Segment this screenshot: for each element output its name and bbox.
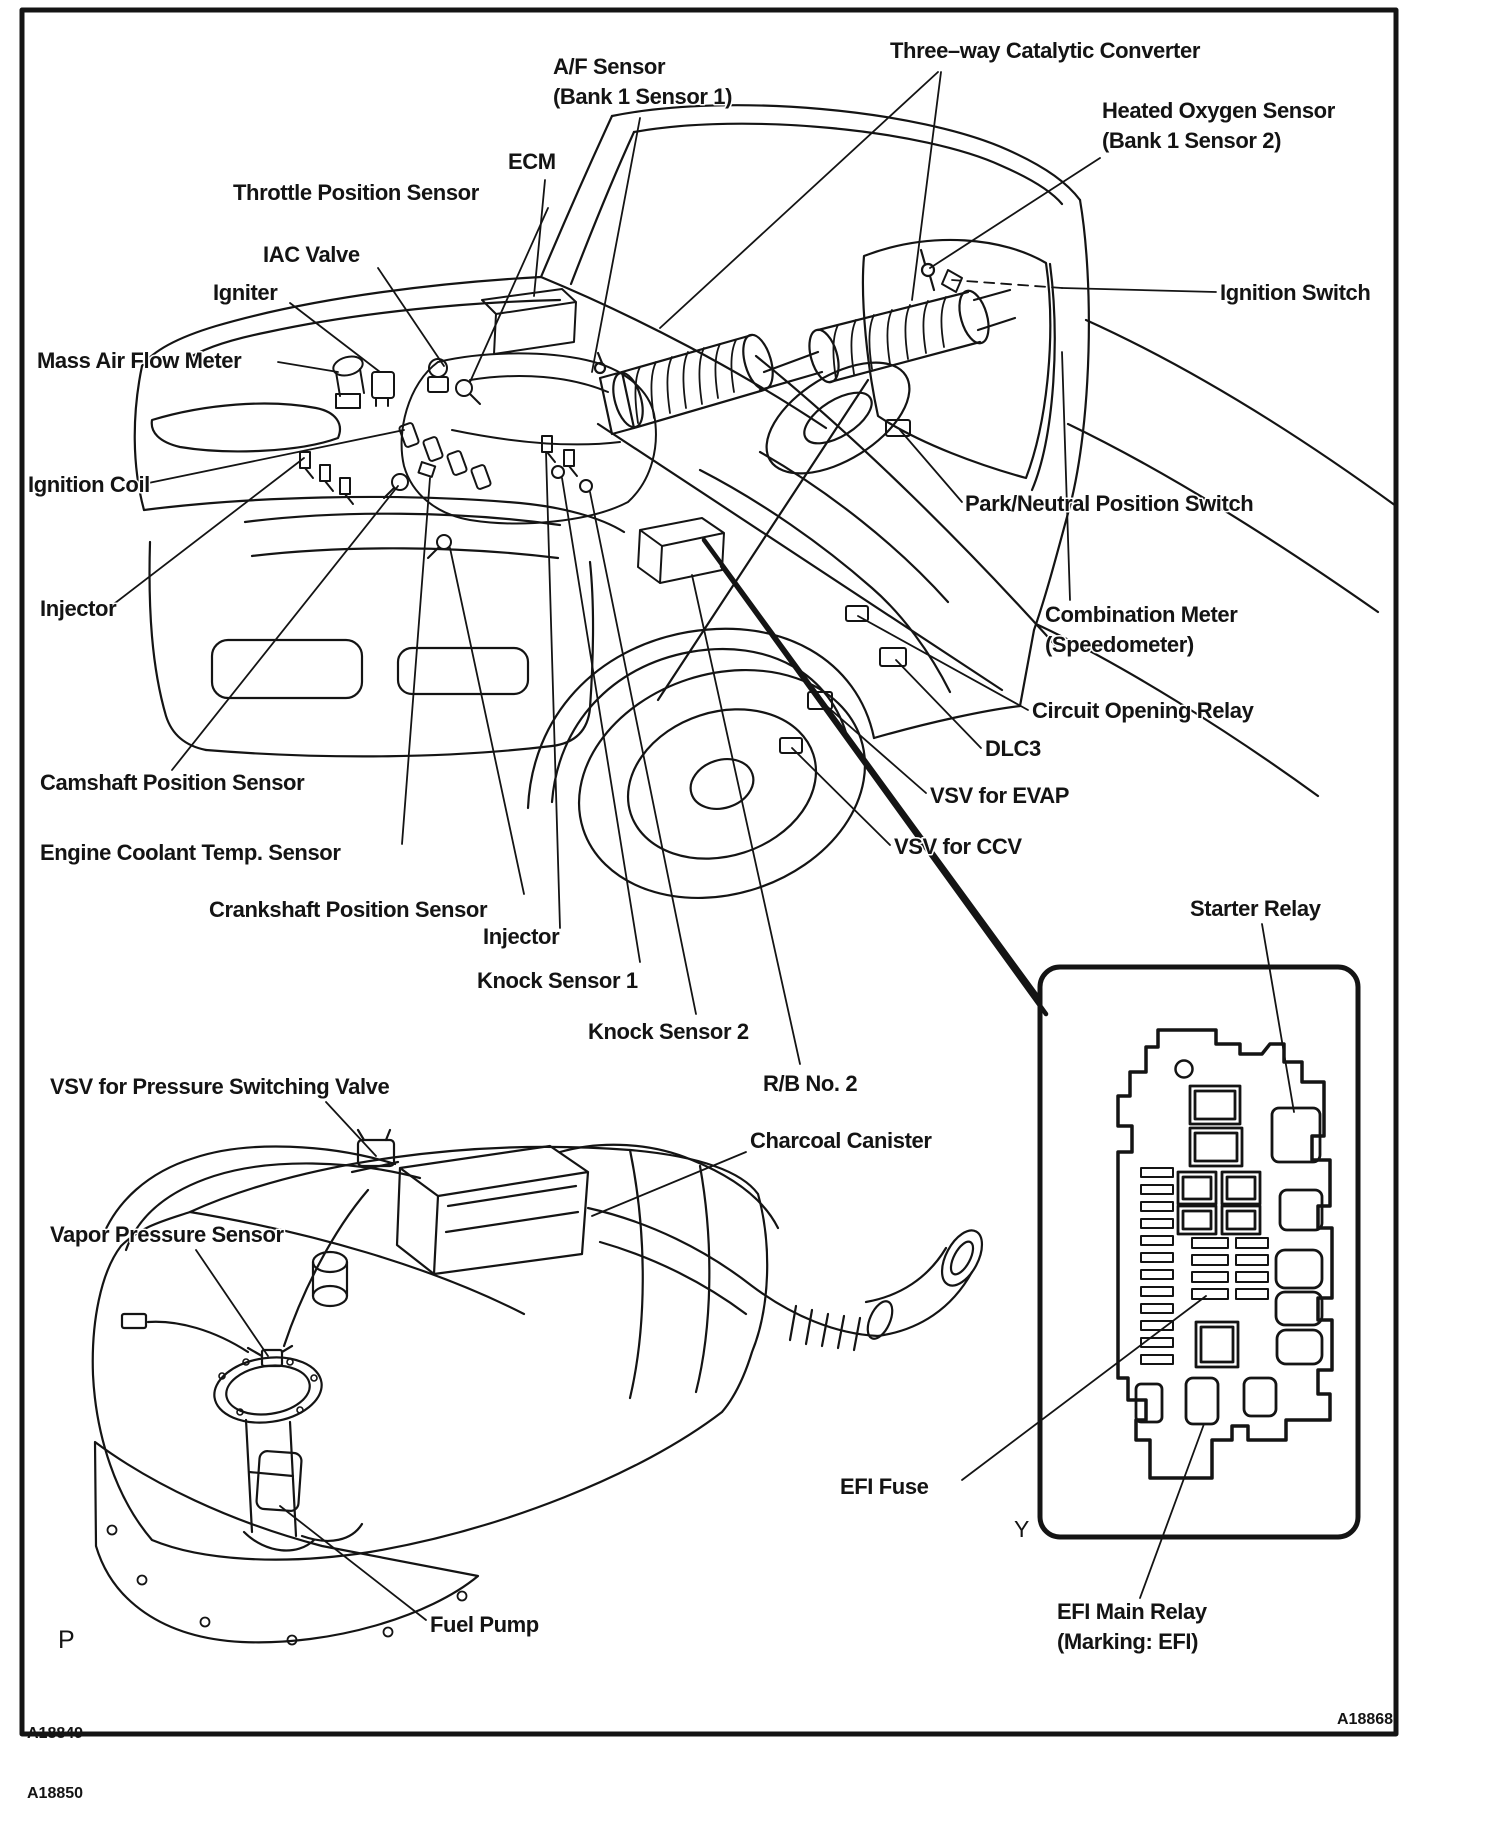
label-mass-air-flow-meter: Mass Air Flow Meter: [37, 348, 242, 373]
leader-igniter: [290, 303, 380, 372]
label-efi-main-relay: EFI Main Relay (Marking: EFI): [1057, 1599, 1207, 1654]
label-rb-no-2: R/B No. 2: [763, 1071, 858, 1096]
leader-af-sensor: [592, 118, 640, 372]
view-letter-p: P: [58, 1626, 75, 1654]
pump-harness: [148, 1322, 248, 1352]
leader-fuel-pump: [280, 1506, 426, 1620]
label-dlc3: DLC3: [985, 736, 1041, 761]
bed-line-1: [1086, 320, 1396, 506]
figure-code-a18849: A18849: [27, 1725, 84, 1742]
a-pillar-inner: [571, 132, 634, 284]
headlight: [152, 404, 340, 452]
windshield-base: [541, 277, 826, 428]
tps-stem: [470, 394, 480, 404]
filler-pipe-1: [588, 1208, 878, 1336]
leader-efi-fuse: [962, 1296, 1206, 1480]
engine-bay-parts: [300, 270, 962, 753]
front-wheel-hub: [684, 751, 760, 816]
front-converter-end-right: [738, 332, 778, 393]
label-injector-rear: Injector: [483, 924, 560, 949]
harness-connector: [122, 1314, 146, 1328]
label-ignition-coil: Ignition Coil: [28, 472, 150, 497]
leader-circuit-opening-relay: [858, 616, 1028, 710]
bumper-bottom: [206, 708, 590, 756]
ignition-coil-parts: [399, 422, 492, 489]
label-af-sensor: A/F Sensor (Bank 1 Sensor 1): [553, 54, 733, 109]
ecm-box: [482, 289, 576, 354]
label-starter-relay: Starter Relay: [1190, 896, 1321, 921]
view-letter-y: Y: [1014, 1516, 1030, 1542]
label-ecm: ECM: [508, 149, 556, 174]
iac-valve-body: [428, 377, 448, 392]
filler-bellows-ribs: [790, 1306, 860, 1350]
label-vapor-pressure-sensor: Vapor Pressure Sensor: [50, 1222, 284, 1247]
fuse-comb-row: [1141, 1168, 1173, 1364]
roof-line: [612, 105, 1080, 200]
label-fuel-pump: Fuel Pump: [430, 1612, 539, 1637]
tank-crease-2: [630, 1150, 643, 1398]
figure-border: [22, 10, 1396, 1734]
igniter-pins: [376, 398, 388, 406]
leader-three-way-catalytic-converter: [912, 72, 941, 300]
dlc3-part: [880, 648, 906, 666]
label-camshaft-position-sensor: Camshaft Position Sensor: [40, 770, 305, 795]
label-igniter: Igniter: [213, 280, 278, 305]
label-combination-meter: Combination Meter (Speedometer): [1045, 602, 1238, 657]
knock-sensor-2-part: [580, 480, 592, 492]
af-sensor-stem: [598, 353, 602, 363]
fuel-tank-line-art: [93, 1130, 990, 1645]
cab-right-edge: [1020, 200, 1089, 706]
leader-ignition-switch: [952, 280, 1062, 288]
roof-inner-line: [634, 124, 1062, 204]
leader-park-neutral-position-switch: [900, 430, 962, 502]
fuse-box-hole: [1176, 1061, 1193, 1078]
filler-opening: [934, 1224, 990, 1292]
label-throttle-position-sensor: Throttle Position Sensor: [233, 180, 479, 205]
label-injector-front: Injector: [40, 596, 117, 621]
crankshaft-position-sensor-part: [437, 535, 451, 549]
filler-pipe-2: [600, 1242, 746, 1314]
leader-crankshaft-position-sensor: [450, 548, 524, 894]
door-bottom: [874, 706, 1020, 738]
grille-line-2: [252, 548, 558, 558]
front-converter-ribs: [635, 340, 736, 423]
floor-line-1: [598, 424, 1002, 690]
igniter-part: [372, 372, 394, 398]
tank-crease-3: [696, 1166, 709, 1392]
label-vsv-for-pressure-switching-valve: VSV for Pressure Switching Valve: [50, 1074, 390, 1099]
inset-border: [1040, 967, 1358, 1537]
label-ignition-switch: Ignition Switch: [1220, 280, 1371, 305]
efi-fuse-slot: [1192, 1289, 1228, 1299]
figure-code-a18850: A18850: [27, 1785, 84, 1802]
leader-combination-meter: [1062, 352, 1070, 600]
leader-starter-relay: [1262, 924, 1294, 1112]
bumper-right: [590, 562, 593, 708]
figure-code-right: A18868: [1337, 1711, 1394, 1728]
leader-vsv-for-pressure-switching-valve: [326, 1102, 376, 1156]
figure-code-left: [27, 1684, 83, 1824]
label-vsv-for-evap: VSV for EVAP: [930, 783, 1070, 808]
hose-4: [284, 1190, 368, 1346]
labels: [28, 38, 1370, 1654]
label-charcoal-canister: Charcoal Canister: [750, 1128, 932, 1153]
label-circuit-opening-relay: Circuit Opening Relay: [1032, 698, 1254, 723]
leader-dlc3: [896, 660, 981, 748]
filler-boss-top: [313, 1252, 347, 1272]
manifold-detail-1: [470, 376, 608, 392]
outlet-pipe: [974, 290, 1015, 330]
wheel-arch: [528, 629, 874, 808]
leader-iac-valve: [378, 268, 444, 366]
bed-line-2: [1068, 424, 1378, 612]
fuse-grid: [1192, 1238, 1268, 1299]
filler-boss-bottom: [313, 1286, 347, 1306]
leader-camshaft-position-sensor: [172, 486, 398, 770]
trans-hump-inner: [760, 452, 948, 602]
leader-mass-air-flow-meter: [278, 362, 338, 372]
vsv-ccv-part: [780, 738, 802, 753]
label-engine-coolant-temp-sensor: Engine Coolant Temp. Sensor: [40, 840, 341, 865]
leader-vapor-pressure-sensor: [196, 1250, 268, 1356]
leader-three-way-catalytic-converter: [660, 72, 938, 328]
knock-sensor-1-part: [552, 466, 564, 478]
manifold-detail-2: [452, 430, 620, 444]
a-pillar: [541, 116, 612, 277]
exhaust-system: [595, 250, 1015, 434]
filler-neck: [866, 1248, 972, 1336]
detail-pointer-wedge: [704, 540, 1046, 1014]
engine-coolant-temp-sensor-part: [418, 462, 435, 477]
leader-engine-coolant-temp-sensor: [402, 478, 430, 844]
leader-heated-oxygen-sensor: [930, 158, 1100, 268]
bumper-left: [150, 542, 206, 750]
label-crankshaft-position-sensor: Crankshaft Position Sensor: [209, 897, 488, 922]
label-knock-sensor-1: Knock Sensor 1: [477, 968, 638, 993]
canister-detail: [446, 1186, 578, 1232]
truck-line-art: [135, 105, 1396, 934]
charcoal-canister-box: [397, 1146, 588, 1274]
label-park-neutral-position-switch: Park/Neutral Position Switch: [965, 491, 1254, 516]
efi-main-relay-slot: [1186, 1378, 1218, 1424]
hood-crease: [186, 300, 560, 360]
bumper-slot-right: [398, 648, 528, 694]
leader-throttle-position-sensor: [470, 208, 548, 382]
leader-ignition-coil: [134, 430, 404, 486]
tank-outline: [93, 1147, 767, 1560]
label-knock-sensor-2: Knock Sensor 2: [588, 1019, 749, 1044]
leader-ignition-switch: [1062, 288, 1216, 292]
label-iac-valve: IAC Valve: [263, 242, 360, 267]
b-pillar: [1032, 264, 1055, 490]
pump-bracket: [246, 1420, 296, 1536]
label-three-way-catalytic-converter: Three–way Catalytic Converter: [890, 38, 1200, 63]
rb2-detail-inset: [1040, 967, 1358, 1537]
leader-charcoal-canister: [592, 1152, 746, 1216]
front-wheel: [549, 634, 895, 933]
bumper-slot-left: [212, 640, 362, 698]
label-vsv-for-ccv: VSV for CCV: [894, 834, 1022, 859]
label-efi-fuse: EFI Fuse: [840, 1474, 929, 1499]
label-heated-oxygen-sensor: Heated Oxygen Sensor (Bank 1 Sensor 2): [1102, 98, 1335, 153]
front-wheel-rim: [608, 686, 835, 882]
